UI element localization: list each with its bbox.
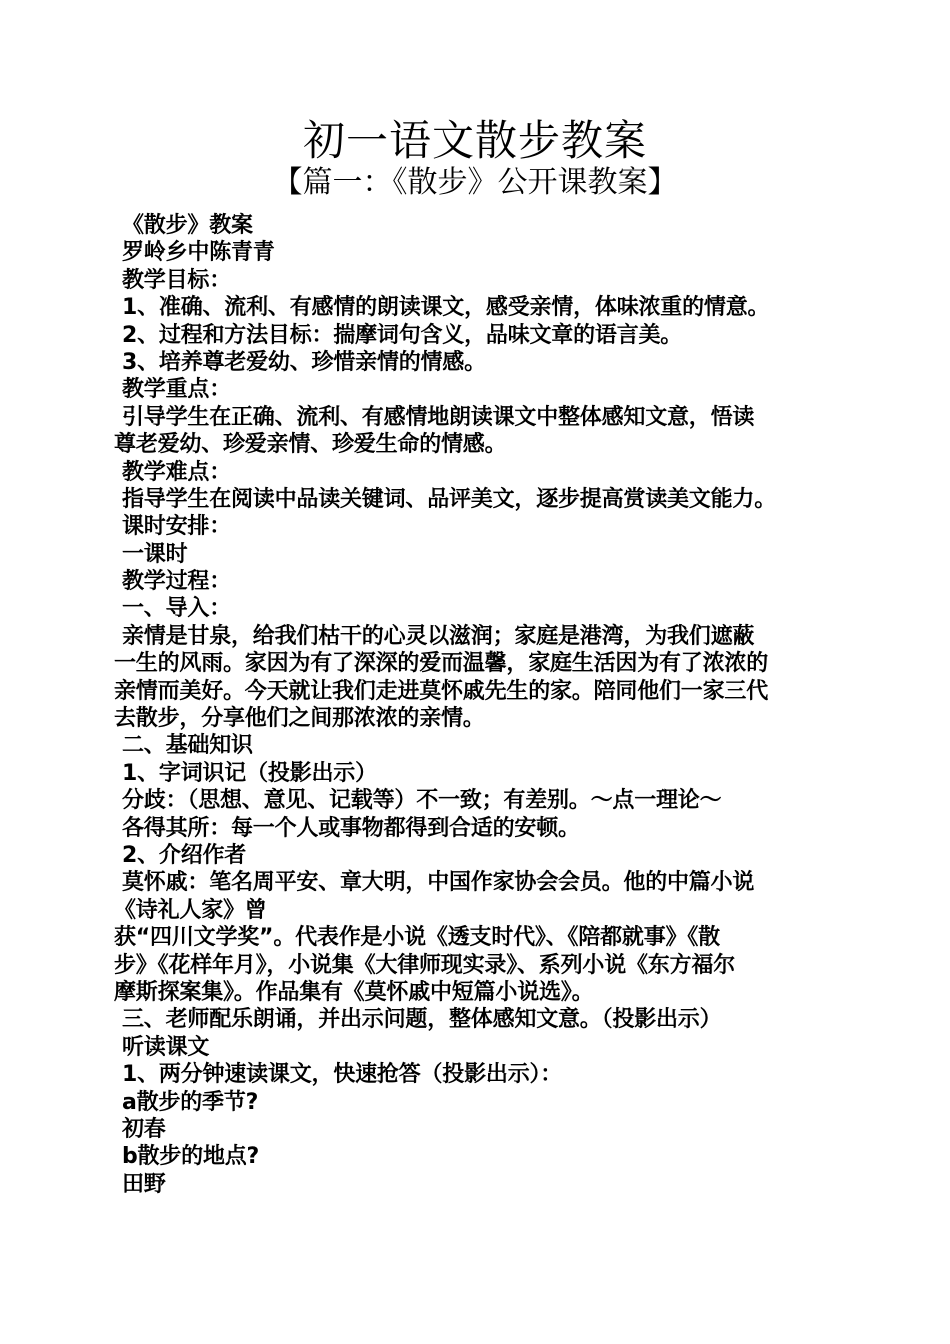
text-line: 二、基础知识 bbox=[122, 733, 253, 759]
document-title: 初一语文散步教案 bbox=[302, 116, 647, 165]
text-line: b散步的地点? bbox=[122, 1144, 260, 1170]
text-line: 莫怀戚：笔名周平安、章大明，中国作家协会会员。他的中篇小说 bbox=[122, 870, 755, 896]
text-line: 1、两分钟速读课文，快速抢答（投影出示）： bbox=[122, 1062, 563, 1088]
text-line: 教学目标： bbox=[122, 267, 232, 293]
text-line: 1、准确、流利、有感情的朗读课文，感受亲情，体味浓重的情意。 bbox=[122, 295, 770, 321]
text-line: 初春 bbox=[122, 1116, 166, 1142]
text-line: 教学重点： bbox=[122, 377, 232, 403]
text-line: 《诗礼人家》曾 bbox=[114, 897, 267, 923]
text-line: 1、字词识记（投影出示） bbox=[122, 760, 377, 786]
text-line: 教学过程： bbox=[122, 569, 232, 595]
text-line: 一课时 bbox=[122, 541, 188, 567]
document-subtitle: 【篇一：《散步》公开课教案】 bbox=[272, 165, 678, 200]
text-line: 步》《花样年月》，小说集《大律师现实录》、系列小说《东方福尔 bbox=[114, 952, 736, 978]
text-line: 三、老师配乐朗诵，并出示问题，整体感知文意。（投影出示） bbox=[122, 1007, 722, 1033]
text-line: 去散步，分享他们之间那浓浓的亲情。 bbox=[114, 706, 485, 732]
document-body bbox=[114, 212, 844, 1198]
text-line: 一、导入： bbox=[122, 596, 232, 622]
text-line: 摩斯探案集》。作品集有《莫怀戚中短篇小说选》。 bbox=[114, 979, 594, 1005]
text-line: 引导学生在正确、流利、有感情地朗读课文中整体感知文意，悟读 bbox=[122, 404, 755, 430]
text-line: 亲情而美好。今天就让我们走进莫怀戚先生的家。陪同他们一家三代 bbox=[114, 678, 769, 704]
text-line: 3、培养尊老爱幼、珍惜亲情的情感。 bbox=[122, 349, 486, 375]
text-line: 教学难点： bbox=[122, 459, 232, 485]
text-line: 听读课文 bbox=[122, 1034, 210, 1060]
text-line: 各得其所：每一个人或事物都得到合适的安顿。 bbox=[122, 815, 580, 841]
text-line: 田野 bbox=[122, 1171, 166, 1197]
text-line: 指导学生在阅读中品读关键词、品评美文，逐步提高赏读美文能力。 bbox=[122, 486, 777, 512]
text-line: 2、过程和方法目标：揣摩词句含义，品味文章的语言美。 bbox=[122, 322, 683, 348]
text-line: 尊老爱幼、珍爱亲情、珍爱生命的情感。 bbox=[114, 432, 507, 458]
text-line: 2、介绍作者 bbox=[122, 842, 247, 868]
text-line: 亲情是甘泉，给我们枯干的心灵以滋润；家庭是港湾，为我们遮蔽 bbox=[122, 623, 755, 649]
text-line: 一生的风雨。家因为有了深深的爱而温馨，家庭生活因为有了浓浓的 bbox=[114, 651, 769, 677]
text-line: 分歧：（思想、意见、记载等）不一致；有差别。～点一理论～ bbox=[122, 788, 722, 814]
text-line: a散步的季节? bbox=[122, 1089, 259, 1115]
text-line: 《散步》教案 bbox=[122, 213, 253, 238]
text-line: 课时安排： bbox=[122, 514, 232, 540]
text-line: 获“四川文学奖”。代表作是小说《透支时代》、《陪都就事》《散 bbox=[114, 925, 720, 951]
text-line: 罗岭乡中陈青青 bbox=[122, 240, 275, 266]
